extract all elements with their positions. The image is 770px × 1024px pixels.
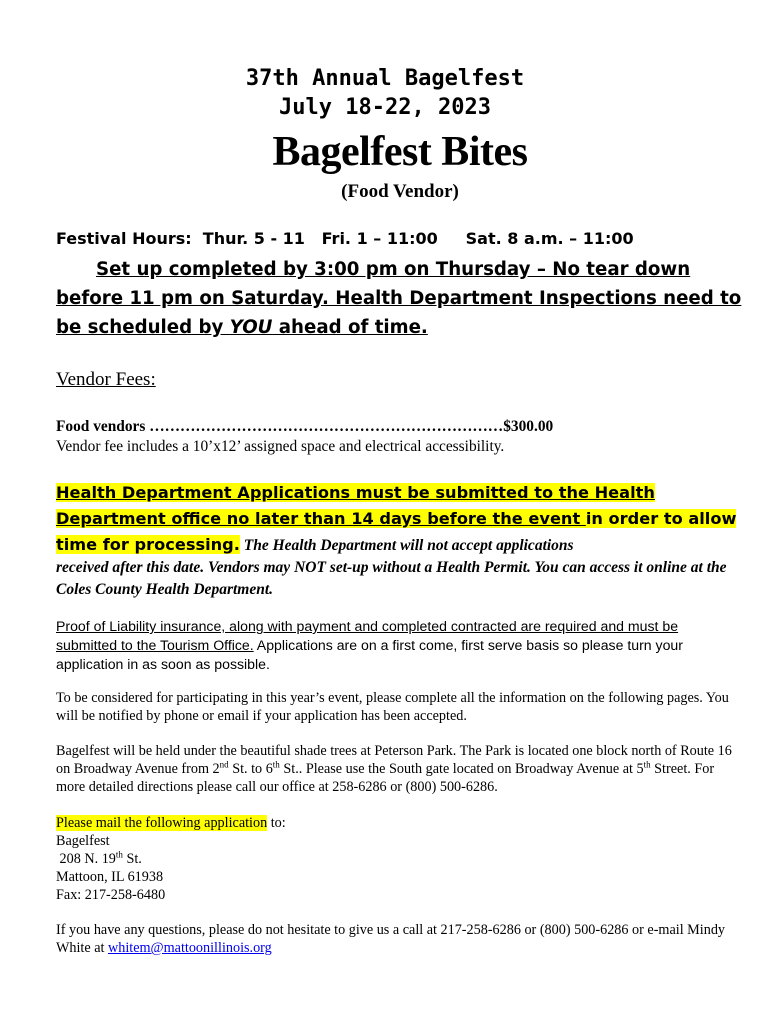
health-notice-processing: in order to allow time for processing. bbox=[56, 509, 737, 554]
address-city: Mattoon, IL 61938 bbox=[56, 869, 164, 885]
setup-notice-emphasis: YOU bbox=[229, 317, 273, 338]
insurance-requirements-rest: Applications are on a first come, first serve basis so please turn your application in as soon as possible. bbox=[56, 637, 683, 672]
location-text-d: Street. For more detailed directions please call our office at 258-6286 or (800) 500-6286. bbox=[56, 761, 715, 795]
contact-paragraph bbox=[56, 921, 746, 957]
location-text-c: St.. Please use the South gate located on Broadway Avenue at 5 bbox=[279, 761, 644, 777]
address-street-number: 208 N. 19 bbox=[56, 851, 116, 867]
health-notice-deadline: Health Department Applications must be submitted to the Health Department office no later than 14 days before the event bbox=[56, 483, 655, 528]
setup-notice-text: Set up completed by 3:00 pm on Thursday – No tear down before 11 pm on Saturday. Health Department Inspections need to be scheduled by bbox=[56, 259, 742, 338]
festival-hours: Festival Hours: Thur. 5 - 11 Fri. 1 – 11:00 Sat. 8 a.m. – 11:00 bbox=[56, 229, 634, 248]
vendor-fee-description: Vendor fee includes a 10’x12’ assigned space and electrical accessibility. bbox=[56, 438, 505, 455]
page-title: Bagelfest Bites bbox=[272, 129, 528, 175]
setup-notice-end: ahead of time. bbox=[272, 317, 428, 338]
insurance-requirements bbox=[56, 617, 736, 674]
health-department-notice bbox=[56, 480, 746, 558]
event-edition: 37th Annual Bagelfest bbox=[245, 66, 525, 91]
address-name: Bagelfest bbox=[56, 833, 110, 849]
event-dates: July 18-22, 2023 bbox=[279, 95, 491, 120]
location-sup-1: nd bbox=[219, 759, 229, 770]
page-subtitle: (Food Vendor) bbox=[341, 181, 459, 202]
mail-instruction-highlight: Please mail the following application bbox=[56, 815, 268, 831]
address-street bbox=[56, 850, 165, 868]
mailing-address bbox=[56, 832, 165, 904]
location-text-a: Bagelfest will be held under the beautiful shade trees at Peterson Park. The Park is located one block north of Route 16 on Broadway Avenue from 2 bbox=[56, 743, 732, 777]
location-sup-2: th bbox=[272, 759, 280, 770]
mail-instruction-to: to: bbox=[267, 815, 286, 831]
insurance-requirements-underlined: Proof of Liability insurance, along with payment and completed contracted are required and must be submitted to the Tourism Office. bbox=[56, 618, 679, 653]
location-sup-3: th bbox=[643, 759, 651, 770]
contact-email-link[interactable]: whitem@mattoonillinois.org bbox=[108, 940, 272, 956]
location-text-b: St. to 6 bbox=[228, 761, 273, 777]
address-fax: Fax: 217-258-6480 bbox=[56, 887, 166, 903]
address-street-suffix: St. bbox=[122, 851, 142, 867]
participation-paragraph: To be considered for participating in this year’s event, please complete all the information on the following pages. You will be notified by phone or email if your application has been accepted. bbox=[56, 690, 729, 724]
vendor-fees-heading: Vendor Fees: bbox=[56, 369, 156, 390]
address-street-sup: th bbox=[115, 849, 123, 860]
health-notice-warning: The Health Department will not accept applications bbox=[239, 537, 574, 554]
mail-instruction bbox=[56, 814, 286, 832]
food-vendor-fee: Food vendors ……………………………………………………………$300.00 bbox=[56, 418, 554, 435]
health-notice-permit: received after this date. Vendors may NOT set-up without a Health Permit. You can access it online at the Coles County Health Department. bbox=[56, 559, 727, 598]
setup-notice bbox=[56, 255, 746, 342]
contact-text: If you have any questions, please do not hesitate to give us a call at 217-258-6286 or (800) 500-6286 or e-mail Mindy White at bbox=[56, 922, 726, 956]
location-paragraph bbox=[56, 742, 746, 796]
